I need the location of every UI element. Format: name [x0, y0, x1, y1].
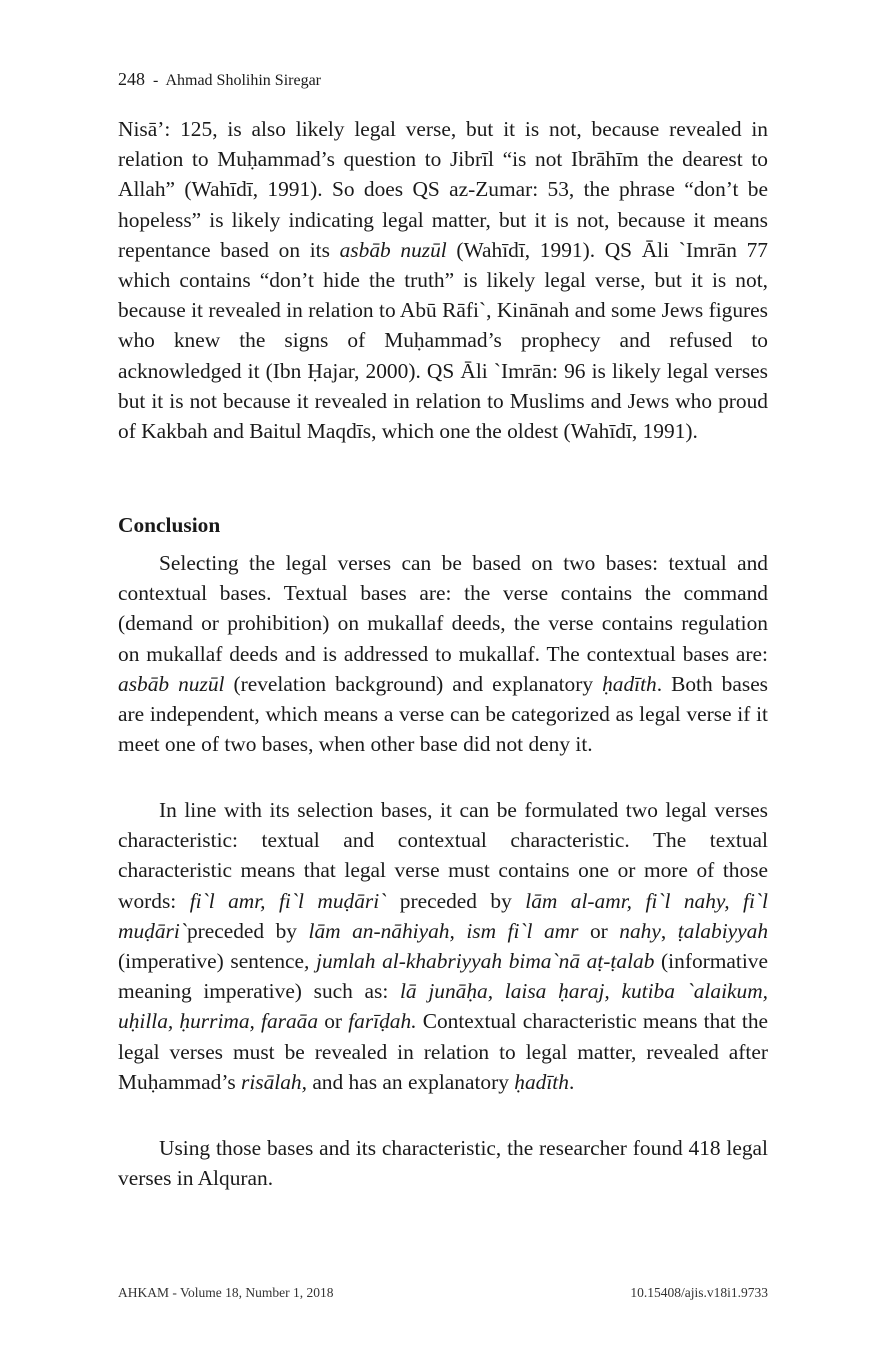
- text-run: .: [568, 1069, 575, 1094]
- section-heading: Conclusion: [118, 513, 221, 537]
- conclusion-paragraph-1: [118, 548, 768, 759]
- italic-term: lā junāḥa, laisa ḥaraj, kutiba `alaikum, uḥilla, ḥurrima, faraāa: [118, 979, 768, 1034]
- conclusion-paragraph-2: [118, 795, 768, 1097]
- text-run: Using those bases and its characteristic, the researcher found 418 legal verses in Alquran.: [118, 1136, 768, 1191]
- italic-term: lām an-nāhiyah, ism fi`l amr: [308, 918, 579, 943]
- text-run: Contextual characteristic means that the legal verses must be revealed in relation to legal matter, revealed after Muḥammad’s: [118, 1009, 769, 1094]
- text-run: (revelation background) and explanatory: [224, 671, 603, 696]
- italic-term: ḥadīth: [602, 671, 657, 696]
- text-run: (informative meaning imperative) such as:: [118, 949, 768, 1004]
- italic-term: fi`l amr, fi`l muḍāri`: [189, 888, 387, 913]
- text-run: preceded by: [186, 918, 309, 943]
- italic-term: lām al-amr, fi`l nahy, fi`l muḍāri`: [118, 888, 768, 943]
- text-run: or: [318, 1009, 349, 1034]
- italic-term: farīḍah.: [348, 1009, 417, 1034]
- conclusion-paragraph-3: [118, 1133, 768, 1193]
- italic-term: asbāb nuzūl: [118, 671, 225, 696]
- page-number: 248: [118, 69, 145, 89]
- italic-term: asbāb nuzūl: [339, 237, 447, 262]
- text-run: or: [578, 918, 620, 943]
- header-separator: -: [153, 72, 159, 89]
- footer-doi: 10.15408/ajis.v18i1.9733: [630, 1285, 768, 1300]
- header-author: Ahmad Sholihin Siregar: [165, 72, 321, 89]
- text-run: ,: [660, 918, 678, 943]
- italic-term: nahy: [619, 918, 661, 943]
- text-run: preceded by: [386, 888, 526, 913]
- footer-journal: AHKAM - Volume 18, Number 1, 2018: [118, 1285, 334, 1300]
- running-head: [118, 68, 321, 92]
- italic-term: risālah,: [241, 1069, 307, 1094]
- text-run: and has an explanatory: [306, 1069, 515, 1094]
- text-run: (imperative) sentence: [118, 949, 304, 974]
- text-run: . Both bases are independent, which means a verse can be categorized as legal verse if it meet one of two bases, when other base did not deny it.: [118, 671, 769, 757]
- text-run: Selecting the legal verses can be based on two bases: textual and contextual bases. Textual bases are: the verse contains the command (demand or prohibition) on mukallaf deeds, the verse contains regulation on mukallaf deeds and is addressed to mukallaf. The contextual bases are:: [118, 551, 768, 666]
- italic-term: ṭalabiyyah: [677, 918, 769, 943]
- text-run: In line with its selection bases, it can be formulated two legal verses characteristic: textual and contextual characteristic. The textual characteristic means that legal verse must contains one or more of those words:: [118, 798, 768, 913]
- italic-term: ḥadīth: [514, 1069, 569, 1094]
- italic-term: , jumlah al-khabriyyah bima`nā aṭ-ṭalab: [304, 949, 655, 974]
- paragraph-continued: [118, 114, 768, 446]
- text-run: (Wahīdī, 1991). QS Āli `Imrān 77 which contains “don’t hide the truth” is likely legal verse, but it is not, because it revealed in relation to Abū Rāfi`, Kinānah and some Jews figures who knew the signs of Muḥammad’s prophecy and refused to acknowledged it (Ibn Ḥajar, 2000). QS Āli `Imrān: 96 is likely legal verses but it is not because it revealed in relation to Muslims and Jews who proud of Kakbah and Baitul Maqdīs, which one the oldest (Wahīdī, 1991).: [118, 237, 768, 444]
- text-run: Nisā’: 125, is also likely legal verse, but it is not, because revealed in relation to Muḥammad’s question to Jibrīl “is not Ibrāhīm the dearest to Allah” (Wahīdī, 1991). So does QS az-Zumar: 53, the phrase “don’t be hopeless” is likely indicating legal matter, but it is not, because it means repentance based on its: [118, 117, 768, 262]
